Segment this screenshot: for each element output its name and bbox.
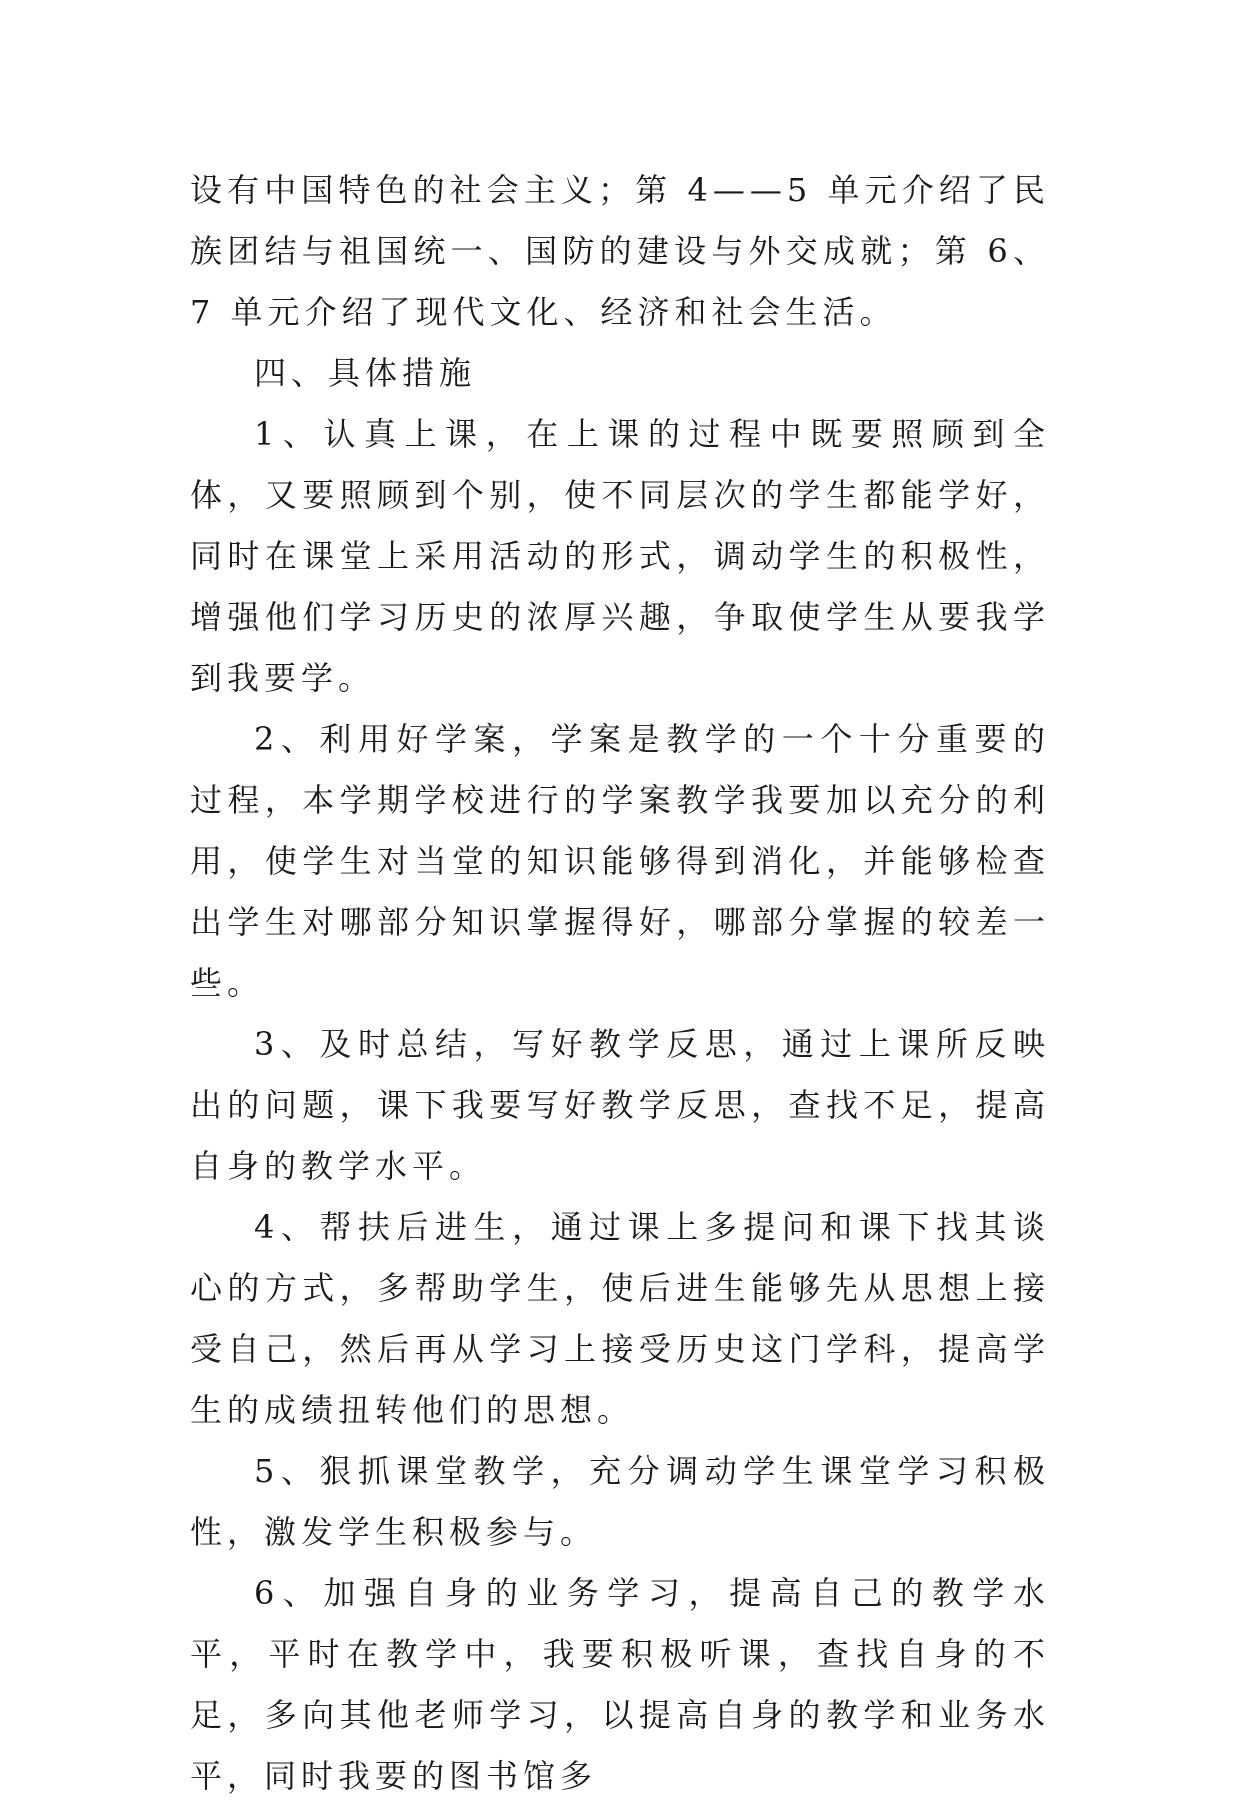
section-heading: 四、具体措施 — [254, 354, 477, 392]
paragraph-measure-3: 3、及时总结，写好教学反思，通过上课所反映出的问题，课下我要写好教学反思，查找不足，提高自身的教学水平。 — [190, 1025, 1050, 1185]
paragraph-measure-4: 4、帮扶后进生，通过课上多提问和课下找其谈心的方式，多帮助学生，使后进生能够先从思想上接受自己，然后再从学习上接受历史这门学科，提高学生的成绩扭转他们的思想。 — [190, 1208, 1050, 1429]
paragraph-continuation: 设有中国特色的社会主义；第 4——5 单元介绍了民族团结与祖国统一、国防的建设与外交成就；第 6、7 单元介绍了现代文化、经济和社会生活。 — [190, 171, 1050, 331]
paragraph-measure-5: 5、狠抓课堂教学，充分调动学生课堂学习积极性，激发学生积极参与。 — [190, 1452, 1050, 1551]
paragraph-measure-6: 6、加强自身的业务学习，提高自己的教学水平，平时在教学中，我要积极听课，查找自身的不足，多向其他老师学习，以提高自身的教学和业务水平，同时我要的图书馆多 — [190, 1574, 1050, 1795]
paragraph-measure-2: 2、利用好学案，学案是教学的一个十分重要的过程，本学期学校进行的学案教学我要加以充分的利用，使学生对当堂的知识能够得到消化，并能够检查出学生对哪部分知识掌握得好，哪部分掌握的较差一些。 — [190, 720, 1050, 1002]
paragraph-measure-1: 1、认真上课，在上课的过程中既要照顾到全体，又要照顾到个别，使不同层次的学生都能学好，同时在课堂上采用活动的形式，调动学生的积极性，增强他们学习历史的浓厚兴趣，争取使学生从要我学到我要学。 — [190, 415, 1050, 697]
document-body — [190, 160, 1050, 1807]
